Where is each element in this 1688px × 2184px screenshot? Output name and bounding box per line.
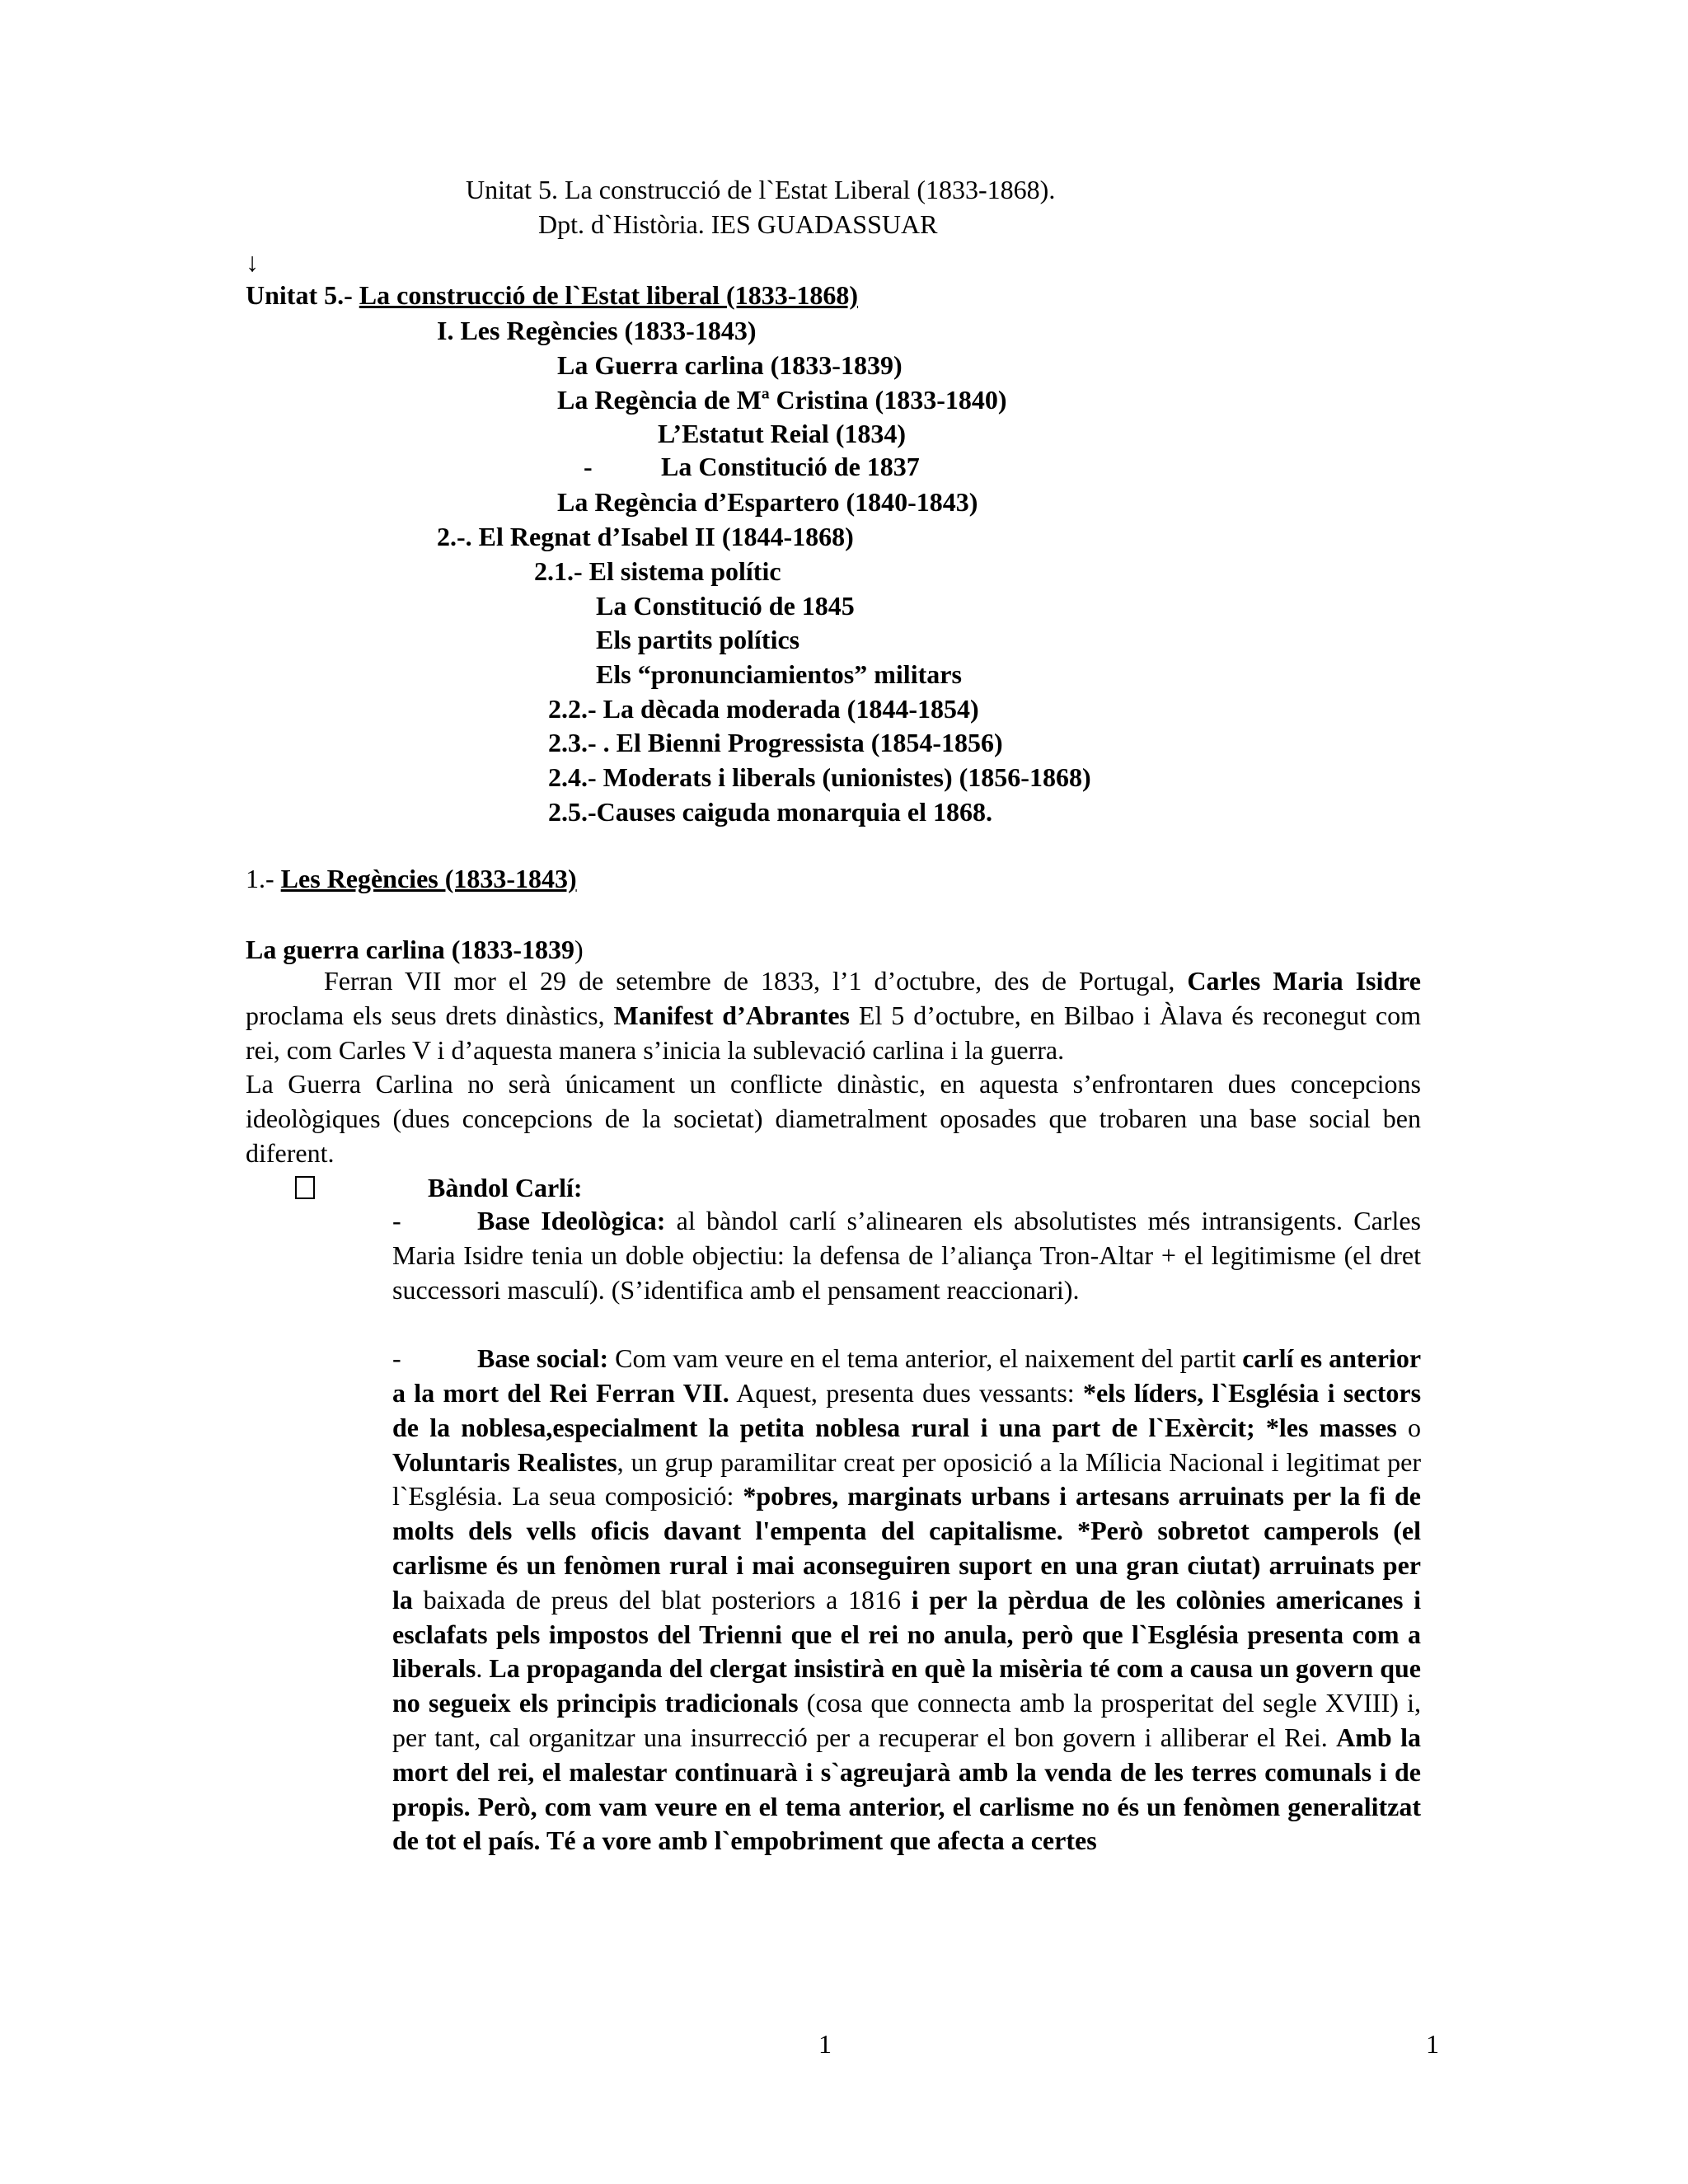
intro-text xyxy=(246,964,1421,1171)
unit-title xyxy=(246,279,858,312)
page-number: 1 xyxy=(1426,2029,1439,2059)
toc-item: 2.1.- El sistema polític xyxy=(534,556,781,586)
bandol-carli-body xyxy=(392,1204,1421,1858)
unit-title-text: La construcció de l`Estat liberal (1833-1868) xyxy=(359,280,859,310)
dash-marker: - xyxy=(392,1206,401,1235)
subsection-heading xyxy=(246,933,584,966)
dash-marker: - xyxy=(392,1343,401,1374)
bandol-carli-label: Bàndol Carlí: xyxy=(428,1173,583,1202)
toc-item: La Regència de Mª Cristina (1833-1840) xyxy=(557,385,1007,415)
header-title: Unitat 5. La construcció de l`Estat Liberal (1833-1868). xyxy=(466,175,1056,204)
header-department: Dpt. d`Història. IES GUADASSUAR xyxy=(538,209,938,239)
toc-dash: - xyxy=(584,452,593,481)
down-arrow-icon: ↓ xyxy=(246,247,259,277)
toc-item: 2.2.- La dècada moderada (1844-1854) xyxy=(548,694,979,724)
intro-paragraph: Ferran VII mor el 29 de setembre de 1833, l’1 d’octubre, des de Portugal, Carles Maria Isidre proclama els seus drets dinàstics, Manifest d’Abrantes El 5 d’octubre, en Bilbao i Àlava és reconegut com rei, com Carles V i d’aquesta manera s’inicia la sublevació carlina i la guerra. xyxy=(246,966,1422,1065)
section-heading xyxy=(246,862,577,895)
section-title: Les Regències (1833-1843) xyxy=(280,864,577,893)
subsection-title: La guerra carlina (1833-1839 xyxy=(246,935,575,964)
page-number: 1 xyxy=(818,2029,832,2059)
toc-item: La Constitució de 1845 xyxy=(596,591,855,621)
intro-paragraph: La Guerra Carlina no serà únicament un conflicte dinàstic, en aquesta s’enfrontaren dues concepcions ideològiques (dues concepcions de la societat) diametralment oposades que trobaren una base social ben diferent. xyxy=(246,1069,1421,1168)
section-prefix: 1.- xyxy=(246,864,281,893)
subsection-close: ) xyxy=(574,935,584,964)
toc-item: 2.3.- . El Bienni Progressista (1854-1856) xyxy=(548,728,1003,757)
checkbox-icon xyxy=(295,1176,315,1199)
toc-item: I. Les Regències (1833-1843) xyxy=(437,316,757,345)
toc-item: 2.5.-Causes caiguda monarquia el 1868. xyxy=(548,797,993,827)
toc-item: La Regència d’Espartero (1840-1843) xyxy=(557,487,978,517)
toc-item: L’Estatut Reial (1834) xyxy=(658,419,907,448)
toc-item: 2.-. El Regnat d’Isabel II (1844-1868) xyxy=(437,522,854,551)
toc-item: Els partits polítics xyxy=(596,625,800,654)
bandol-carli-heading xyxy=(295,1171,315,1204)
unit-title-prefix: Unitat 5.- xyxy=(246,280,359,310)
toc-item: La Constitució de 1837 xyxy=(661,452,920,481)
base-ideologica: - Base Ideològica: al bàndol carlí s’alinearen els absolutistes més intransigents. Carles Maria Isidre tenia un doble objectiu: la defensa de l’aliança Tron-Altar + el legitimisme (el dret successori masculí). (S’identifica amb el pensament reaccionari). xyxy=(392,1206,1421,1305)
toc-item: La Guerra carlina (1833-1839) xyxy=(557,350,903,380)
base-social: - Base social: Com vam veure en el tema anterior, el naixement del partit carlí es anterior a la mort del Rei Ferran VII. Aquest, presenta dues vessants: *els líders, l`Església i sectors de la noblesa,especialment la petita noblesa rural i una part de l`Exèrcit; *les masses o Voluntaris Realistes, un grup paramilitar creat per oposició a la Mílicia Nacional i legitimat per l`Església. La seua composició: *pobres, marginats urbans i artesans arruinats per la fi de molts dels vells oficis davant l'empenta del capitalisme. *Però sobretot camperols (el carlisme és un fenòmen rural i mai aconseguiren suport en una gran ciutat) arruinats per la baixada de preus del blat posteriors a 1816 i per la pèrdua de les colònies americanes i esclafats pels impostos del Trienni que el rei no anula, però que l`Església presenta com a liberals. La propaganda del clergat insistirà en què la misèria té com a causa un govern que no segueix els principis tradicionals (cosa que connecta amb la prosperitat del segle XVIII) i, per tant, cal organitzar una insurrecció per a recuperar el bon govern i alliberar el Rei. Amb la mort del rei, el malestar continuarà i s`agreujarà amb la venda de les terres comunals i de propis. Però, com vam veure en el tema anterior, el carlisme no és un fenòmen generalitzat de tot el país. Té a vore amb l`empobriment que afecta a certes xyxy=(392,1343,1422,1856)
toc-item: 2.4.- Moderats i liberals (unionistes) (1856-1868) xyxy=(548,762,1091,792)
toc-item: Els “pronunciamientos” militars xyxy=(596,659,962,689)
